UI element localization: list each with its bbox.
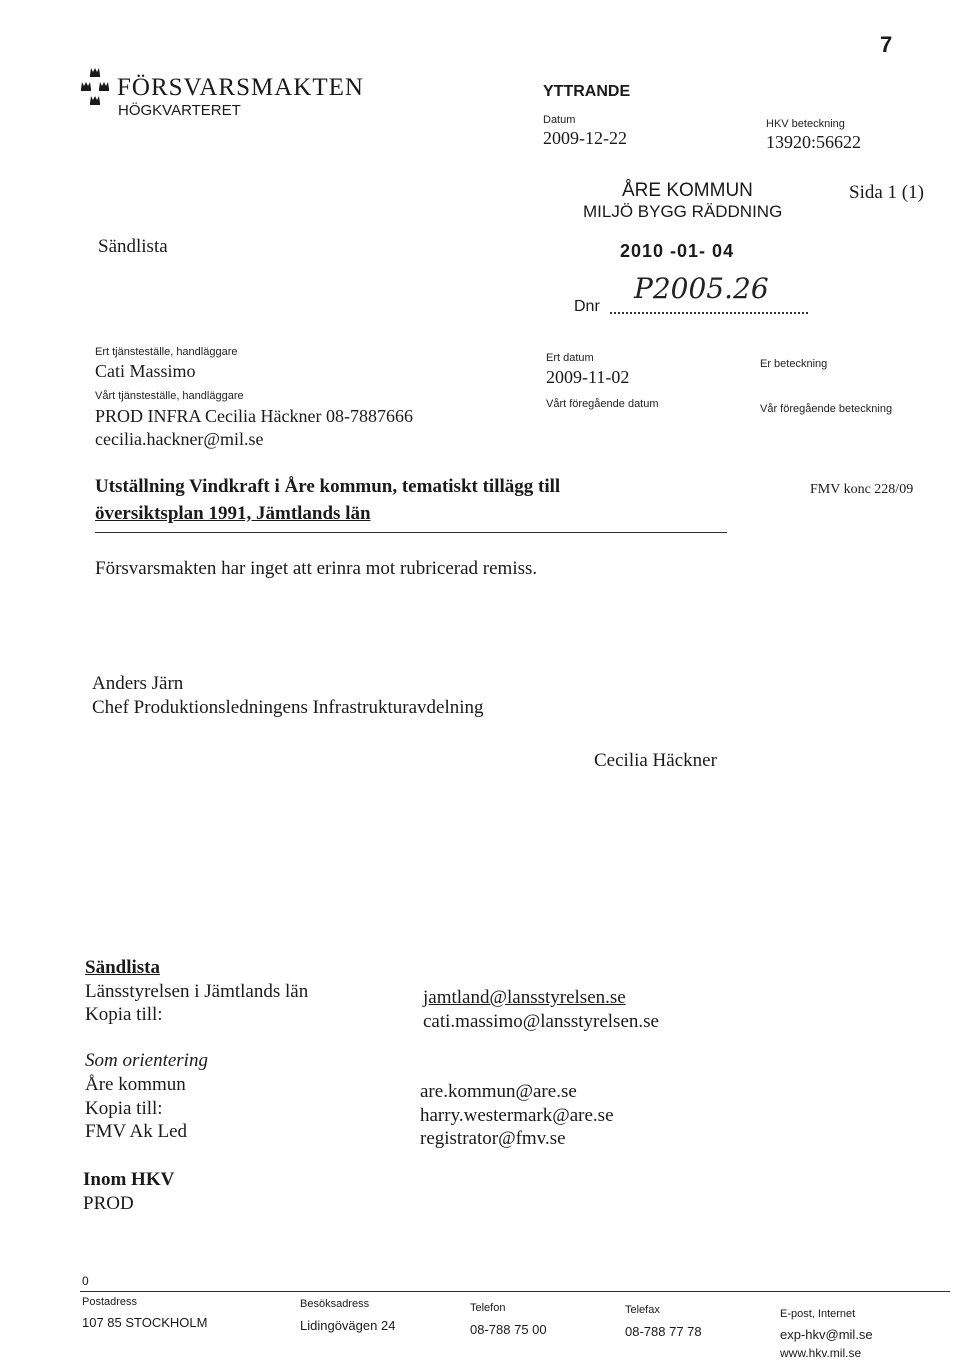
vart-foreg-datum-label: Vårt föregående datum (546, 398, 659, 410)
subject (95, 473, 745, 527)
footer-postadress-label: Postadress (82, 1296, 138, 1308)
subject-ref: FMV konc 228/09 (810, 482, 914, 497)
dist-kopia1-email: cati.massimo@lansstyrelsen.se (423, 1011, 659, 1032)
hkv-label: HKV beteckning (766, 118, 845, 130)
subject-rule (95, 532, 727, 533)
dist-kopia1-label: Kopia till: (85, 1004, 163, 1025)
dist-prod: PROD (83, 1193, 134, 1214)
subject-line2: översiktsplan 1991, Jämtlands län (95, 503, 371, 524)
footer-number: 0 (82, 1274, 89, 1288)
dist-fmv-email: registrator@fmv.se (420, 1128, 566, 1149)
second-signatory: Cecilia Häckner (594, 750, 717, 771)
var-foreg-beteckning-label: Vår föregående beteckning (760, 403, 893, 415)
footer-postadress-value: 107 85 STOCKHOLM (82, 1315, 208, 1330)
dist-fmv: FMV Ak Led (85, 1121, 188, 1142)
body-text: Försvarsmakten har inget att erinra mot rubricerad remiss. (95, 558, 538, 579)
subject-line1: Utställning Vindkraft i Åre kommun, tematiskt tillägg till (95, 476, 561, 497)
dist-are-email: are.kommun@are.se (420, 1081, 577, 1102)
hkv-value: 13920:56622 (766, 132, 862, 152)
footer-rule (80, 1291, 950, 1292)
footer-besoksadress-value: Lidingövägen 24 (300, 1318, 396, 1333)
dist-som-orientering: Som orientering (85, 1050, 208, 1071)
date-label: Datum (543, 114, 576, 126)
vart-tjanst-value: PROD INFRA Cecilia Häckner 08-7887666 (95, 406, 413, 426)
footer-telefon-value: 08-788 75 00 (470, 1322, 547, 1337)
date-value: 2009-12-22 (543, 128, 627, 148)
page-info: Sida 1 (1) (849, 182, 924, 203)
footer-besoksadress-label: Besöksadress (300, 1298, 370, 1310)
stamp-dnr-line (610, 312, 808, 314)
ert-datum-label: Ert datum (546, 352, 594, 364)
page-number: 7 (880, 32, 893, 57)
signatory-name: Anders Järn (92, 673, 184, 694)
dist-kopia2-label: Kopia till: (85, 1098, 163, 1119)
org-unit: HÖGKVARTERET (118, 102, 241, 119)
recipient: Sändlista (98, 236, 168, 257)
stamp-line1: ÅRE KOMMUN (622, 180, 753, 201)
footer-epost-label: E-post, Internet (780, 1308, 856, 1320)
three-crowns-icon (80, 66, 114, 116)
dist-lansstyrelsen: Länsstyrelsen i Jämtlands län (85, 981, 309, 1002)
ert-tjanst-label: Ert tjänsteställe, handläggare (95, 346, 238, 358)
stamp-dnr-handwritten: P2005.26 (634, 272, 769, 305)
footer-epost-value: exp-hkv@mil.se (780, 1327, 873, 1342)
doc-type: YTTRANDE (543, 83, 631, 100)
footer-web-value: www.hkv.mil.se (780, 1346, 862, 1360)
org-name: FÖRSVARSMAKTEN (117, 74, 364, 101)
dist-are-kommun: Åre kommun (85, 1074, 186, 1095)
dist-inom-heading: Inom HKV (83, 1169, 175, 1190)
footer-telefon-label: Telefon (470, 1302, 506, 1314)
er-beteckning-label: Er beteckning (760, 358, 828, 370)
signatory-title: Chef Produktionsledningens Infrastrukturavdelning (92, 697, 484, 718)
footer-telefax-label: Telefax (625, 1304, 660, 1316)
distribution-heading: Sändlista (85, 957, 160, 978)
vart-tjanst-label: Vårt tjänsteställe, handläggare (95, 390, 244, 402)
stamp-dnr-label: Dnr (574, 298, 600, 315)
ert-datum-value: 2009-11-02 (546, 367, 630, 387)
stamp-line2: MILJÖ BYGG RÄDDNING (583, 202, 783, 221)
ert-tjanst-value: Cati Massimo (95, 361, 196, 381)
footer-telefax-value: 08-788 77 78 (625, 1324, 702, 1339)
vart-email: cecilia.hackner@mil.se (95, 429, 264, 449)
dist-kopia2-email: harry.westermark@are.se (420, 1105, 614, 1126)
dist-lansstyrelsen-email: jamtland@lansstyrelsen.se (423, 987, 626, 1008)
stamp-date: 2010 -01- 04 (620, 241, 735, 261)
